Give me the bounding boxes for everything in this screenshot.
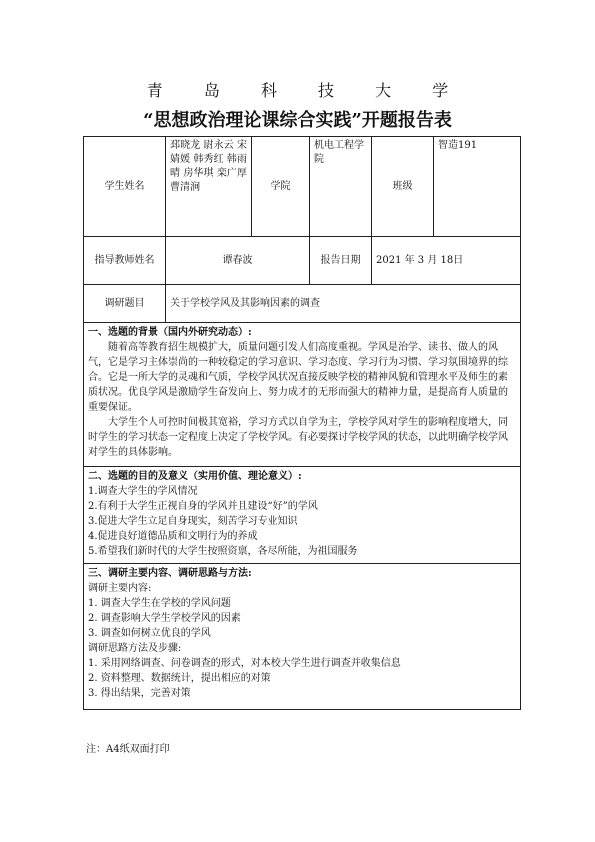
class-label: 班级 — [372, 137, 434, 237]
advisor-value: 谭春波 — [166, 237, 310, 285]
university-name: 青 岛 科 技 大 学 — [146, 81, 467, 100]
purpose-item: 2.有利于大学生正视自身的学风并且建设“好”的学风 — [88, 501, 318, 512]
purpose-item: 5.希望我们新时代的大学生按照资禀，各尽所能，为祖国服务 — [88, 546, 358, 557]
students-row — [84, 137, 521, 237]
students-value: 邳晓龙 尉永云 宋婧媛 韩秀红 韩雨晴 房华琪 栾广厚 曹清涧 — [166, 137, 252, 237]
students-label: 学生姓名 — [84, 137, 166, 237]
form-title: “思想政治理论课综合实践”开题报告表 — [143, 110, 452, 131]
method-item: 3. 得出结果，完善对策 — [88, 688, 191, 699]
purpose-item: 3.促进大学生立足自身现实，刻苦学习专业知识 — [88, 516, 298, 527]
topic-row — [84, 285, 521, 323]
section-method-title: 三、调研主要内容、调研思路与方法: — [88, 568, 252, 579]
section-background-row — [84, 323, 521, 467]
section-background-title: 一、选题的背景（国内外研究动态）: — [88, 327, 252, 338]
report-form-table — [83, 136, 521, 710]
content-heading: 调研主要内容: — [88, 583, 152, 594]
class-value: 智造191 — [434, 137, 521, 237]
section-purpose-row — [84, 467, 521, 564]
date-label: 报告日期 — [310, 237, 372, 285]
college-label: 学院 — [252, 137, 310, 237]
method-heading: 调研思路方法及步骤: — [88, 643, 182, 654]
print-note: 注：A4纸双面打印 — [86, 744, 170, 755]
section-method-row — [84, 564, 521, 710]
date-value: 2021 年 3 月 18日 — [372, 237, 521, 285]
content-item: 1. 调查大学生在学校的学风问题 — [88, 598, 231, 609]
topic-label: 调研题目 — [84, 285, 166, 323]
content-item: 2. 调查影响大学生学校学风的因素 — [88, 613, 241, 624]
advisor-label: 指导教师姓名 — [84, 237, 166, 285]
method-item: 2. 资料整理、数据统计，提出相应的对策 — [88, 673, 271, 684]
purpose-item: 1.调查大学生的学风情况 — [88, 486, 198, 497]
section-background-paragraph-1: 随着高等教育招生规模扩大，质量问题引发人们高度重视。学风是治学、读书、做人的风气，它是学习主体崇尚的一种较稳定的学习意识、学习态度、学习行为习惯、学习氛围境界的综合。它是一所大学的灵魂和气质，学校学风状况直接反映学校的精神风貌和管理水平及师生的素质状况。优良学风是激励学生奋发向上、努力成才的无形而强大的精神力量，是提高育人质量的重要保证。 — [88, 342, 508, 413]
college-value: 机电工程学院 — [310, 137, 372, 237]
topic-value: 关于学校学风及其影响因素的调查 — [166, 285, 521, 323]
purpose-item: 4.促进良好道德品质和文明行为的养成 — [88, 531, 258, 542]
section-purpose-title: 二、选题的目的及意义（实用价值、理论意义）: — [88, 471, 302, 482]
content-item: 3. 调查如何树立优良的学风 — [88, 628, 211, 639]
advisor-row — [84, 237, 521, 285]
method-item: 1. 采用网络调查、问卷调查的形式，对本校大学生进行调查并收集信息 — [88, 658, 401, 669]
section-background-paragraph-2: 大学生个人可控时间极其宽裕，学习方式以自学为主，学校学风对学生的影响程度增大，同时学生的学习状态一定程度上决定了学校学风。有必要探讨学校学风的状态，以此明确学校学风对学生的具体影响。 — [88, 417, 508, 458]
